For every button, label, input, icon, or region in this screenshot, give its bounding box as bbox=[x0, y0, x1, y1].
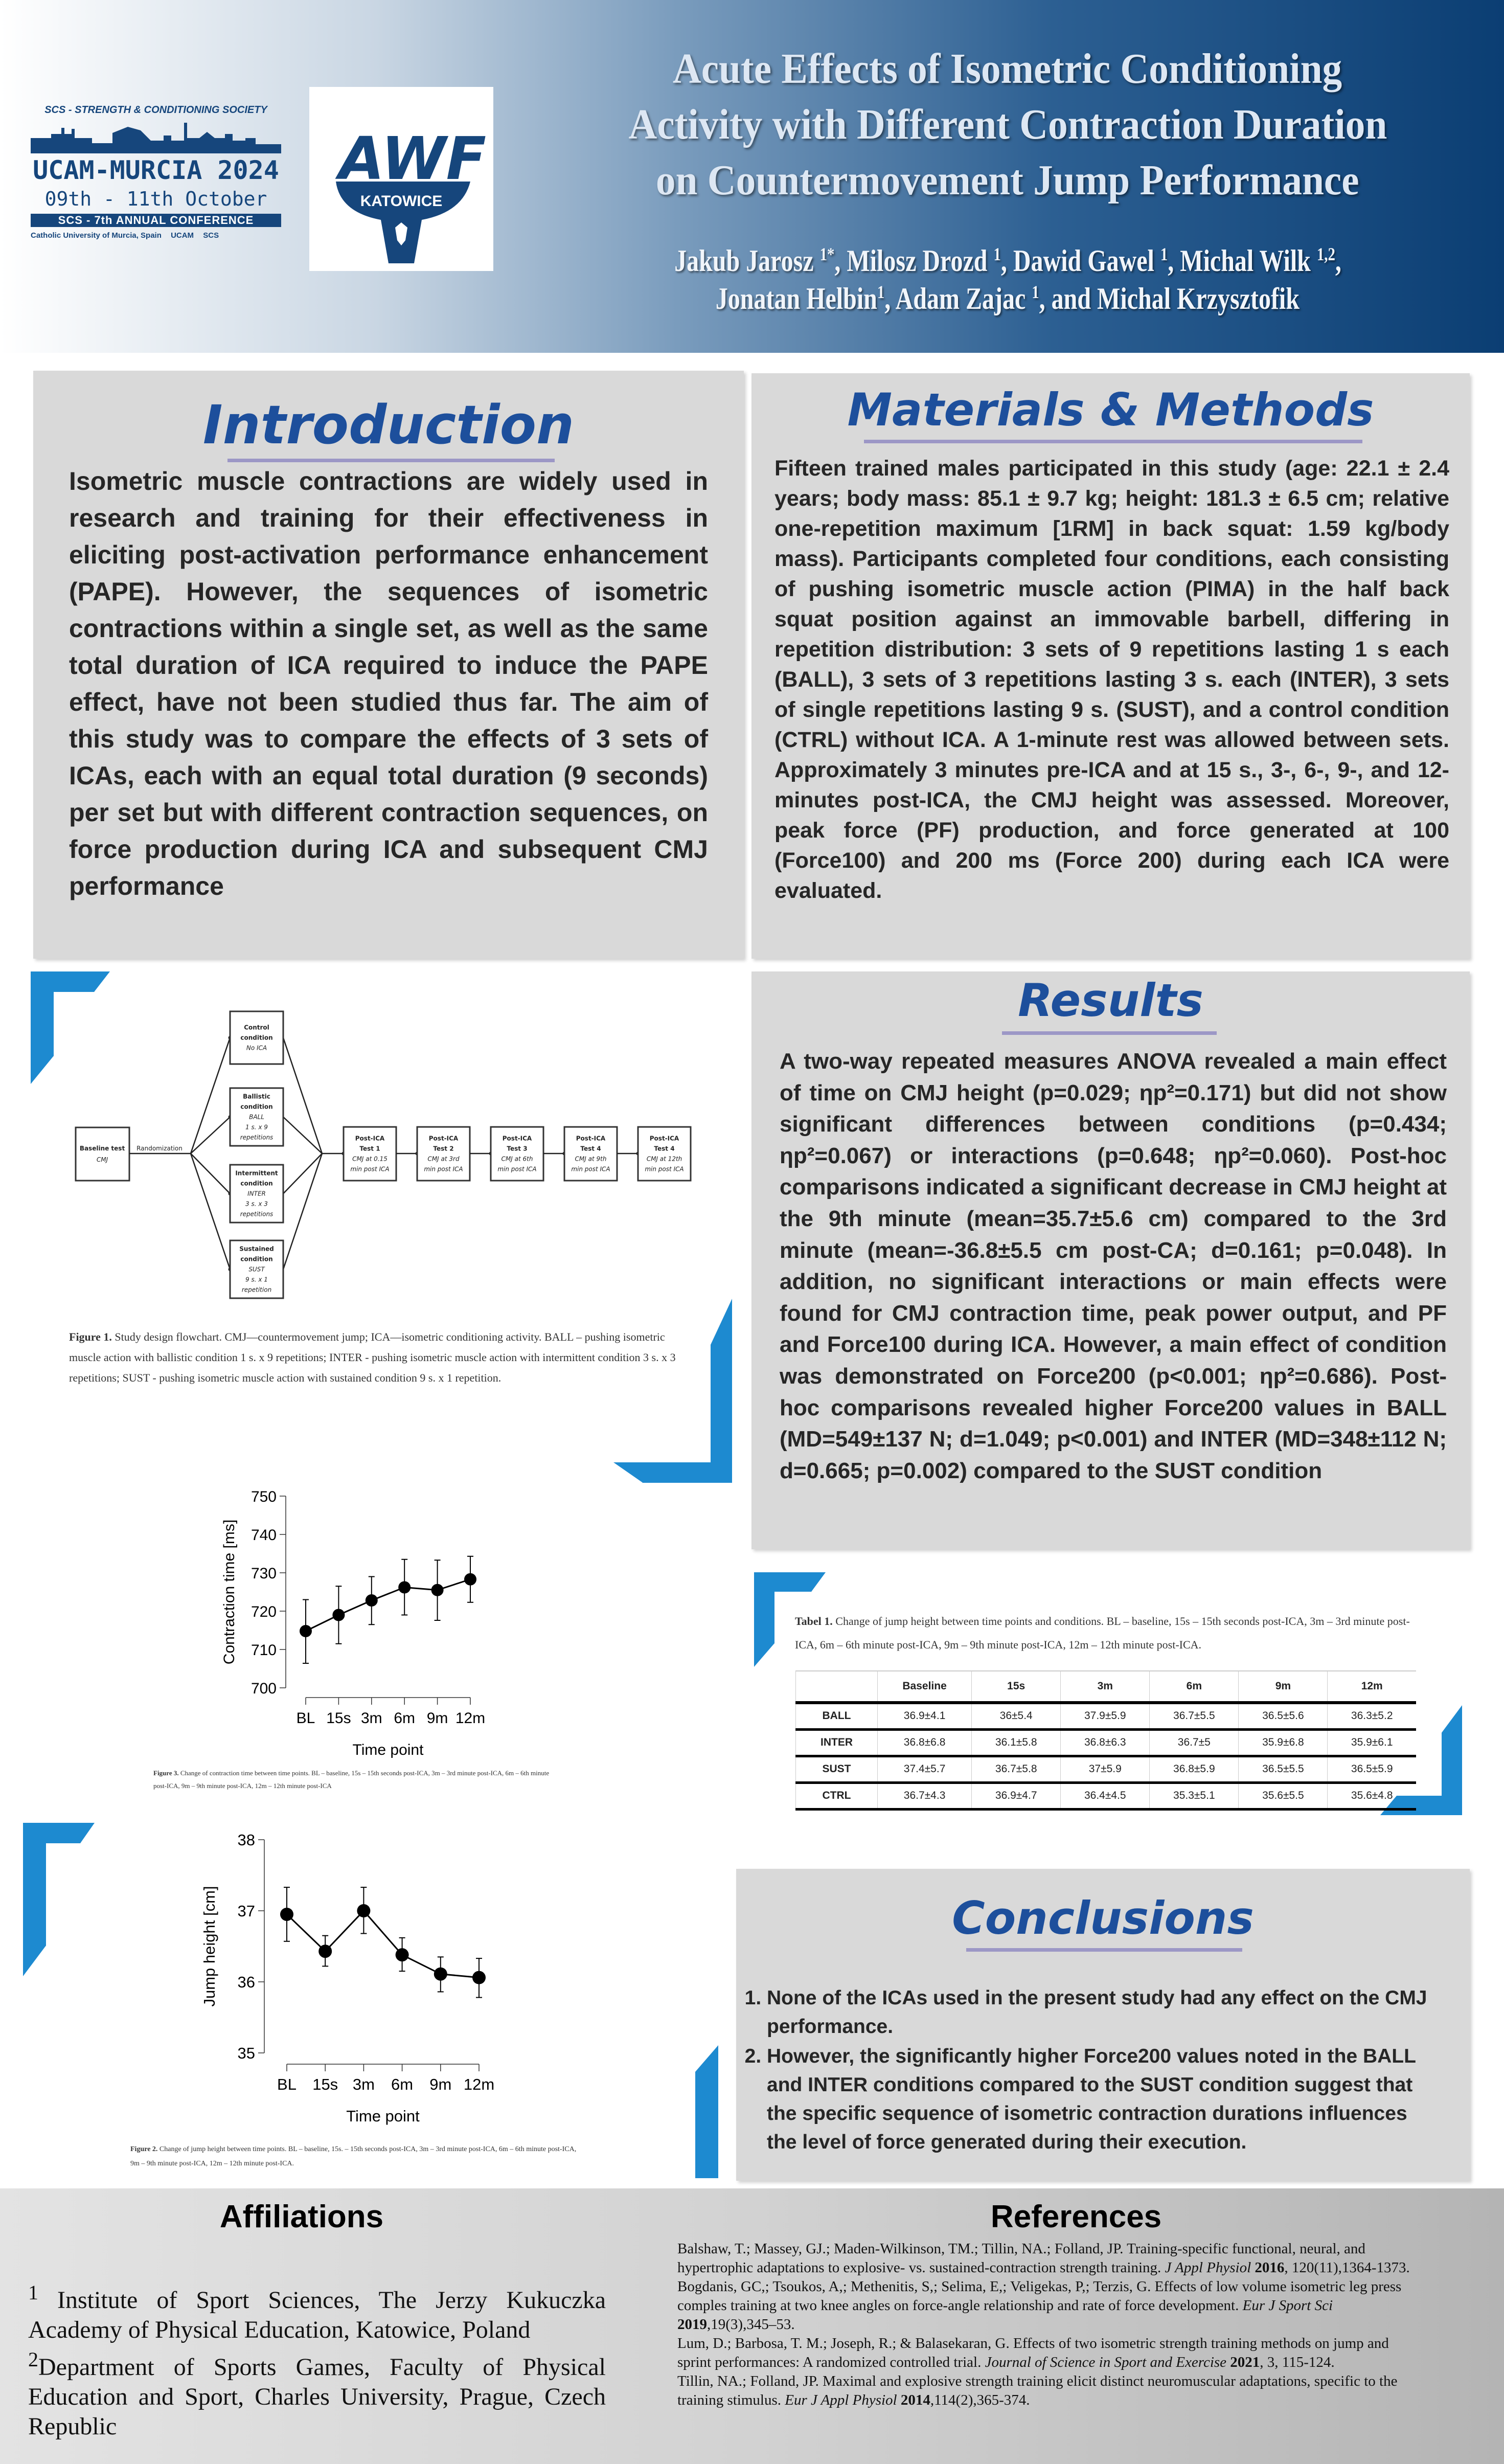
table-cell: 36.8±6.8 bbox=[878, 1729, 972, 1756]
data-point bbox=[396, 1948, 409, 1961]
table-cell: 35.3±5.1 bbox=[1150, 1782, 1239, 1809]
figure2-caption bbox=[130, 2142, 580, 2171]
flow-box-text: Intermittent bbox=[235, 1169, 278, 1177]
flow-box-text: Post-ICA bbox=[649, 1135, 679, 1142]
table-cell: 36.9±4.1 bbox=[878, 1703, 972, 1729]
y-tick-label: 35 bbox=[237, 2044, 255, 2062]
flow-box-text: Post-ICA bbox=[428, 1135, 459, 1142]
flow-box-text: min post ICA bbox=[645, 1165, 684, 1173]
affiliation-number: 2 bbox=[28, 2348, 38, 2371]
flow-box-text: Control bbox=[244, 1024, 269, 1031]
figure3-caption-text: Change of contraction time between time points. BL – baseline, 15s – 15th seconds post-ICA, 3m – 3rd minute post-ICA, 6m – 6th minute post-ICA, 9m – 9th minute post-ICA, 12m – 12th minute post-ICA bbox=[153, 1769, 550, 1790]
flow-box-text: Test 1 bbox=[359, 1145, 380, 1152]
conclusions-heading: Conclusions bbox=[952, 1892, 1254, 1945]
title-line: on Countermovement Jump Performance bbox=[656, 156, 1359, 204]
author-separator: , bbox=[1335, 244, 1341, 278]
x-tick-label: 15s bbox=[312, 2075, 338, 2093]
table-cell: 36.5±5.6 bbox=[1239, 1703, 1328, 1729]
conference-band: SCS - 7th ANNUAL CONFERENCE bbox=[31, 214, 281, 227]
table-cell: 37.9±5.9 bbox=[1061, 1703, 1150, 1729]
x-tick-label: BL bbox=[277, 2075, 297, 2093]
awf-city: KATOWICE bbox=[360, 193, 443, 210]
figure2-caption-text: Change of jump height between time points. BL – baseline, 15s. – 15th seconds post-ICA, 3m – 3rd minute post-ICA, 6m – 6th minute post-ICA, 9m – 9th minute post-ICA, 12m – 12th minute post-ICA. bbox=[130, 2145, 577, 2167]
table-cell: 36.7±4.3 bbox=[878, 1782, 972, 1809]
flow-box-text: Ballistic bbox=[243, 1093, 270, 1100]
flow-box-text: BALL bbox=[249, 1113, 264, 1121]
table-cell: 36.8±6.3 bbox=[1061, 1729, 1150, 1756]
flow-box-text: SUST bbox=[248, 1265, 265, 1273]
table-cell: 35.9±6.1 bbox=[1328, 1729, 1416, 1756]
references-list bbox=[677, 2240, 1419, 2410]
reference-year: 2016 bbox=[1251, 2259, 1285, 2276]
author-name: , and Michal Krzysztofik bbox=[1039, 282, 1300, 315]
flow-box-text: Post-ICA bbox=[355, 1135, 385, 1142]
author-name: Jakub Jarosz bbox=[674, 244, 820, 278]
conference-host: Catholic University of Murcia, Spain bbox=[31, 231, 162, 240]
affiliation-item bbox=[28, 2278, 606, 2345]
conference-logo-arc-text: SCS - STRENGTH & CONDITIONING SOCIETY bbox=[44, 104, 267, 116]
flow-box-text: CMJ bbox=[96, 1156, 108, 1163]
table1-caption bbox=[795, 1610, 1424, 1657]
reference-item bbox=[677, 2277, 1419, 2334]
reference-item bbox=[677, 2240, 1419, 2277]
flow-box-text: condition bbox=[240, 1180, 273, 1187]
figure3-caption-label: Figure 3. bbox=[153, 1769, 179, 1777]
reference-item bbox=[677, 2372, 1419, 2410]
table-cell: 37.4±5.7 bbox=[878, 1756, 972, 1782]
results-panel bbox=[751, 971, 1470, 1549]
table-cell: 35.9±6.8 bbox=[1239, 1729, 1328, 1756]
flow-box-text: CMJ at 6th bbox=[501, 1155, 533, 1163]
flow-box-text: Test 4 bbox=[580, 1145, 601, 1152]
y-tick-label: 720 bbox=[250, 1603, 277, 1620]
flow-box-text: Sustained bbox=[239, 1245, 274, 1253]
conclusion-item: 1. None of the ICAs used in the present study had any effect on the CMJ performance. bbox=[767, 1984, 1442, 2041]
table-cell: 36.5±5.9 bbox=[1328, 1756, 1416, 1782]
awf-letters: AWF bbox=[339, 125, 487, 193]
figure1-caption-text: Study design flowchart. CMJ—countermovement jump; ICA—isometric conditioning activity. BALL – pushing isometric muscle action with ballistic condition 1 s. x 9 repetitions; INTER - pushing isometric muscle action with intermittent condition 3 s. x 3 repetitions; SUST - pushing isometric muscle action with sustained condition 9 s. x 1 repetition. bbox=[69, 1330, 676, 1384]
x-axis-title: Time point bbox=[352, 1742, 424, 1758]
flow-box-text: min post ICA bbox=[350, 1165, 390, 1173]
table-row bbox=[796, 1756, 1417, 1782]
row-label: SUST bbox=[796, 1756, 878, 1782]
table-cell: 36.7±5.8 bbox=[972, 1756, 1061, 1782]
reference-journal: J Appl Physiol bbox=[1165, 2259, 1251, 2276]
authors-line-1-content bbox=[674, 235, 1341, 278]
data-point bbox=[318, 1945, 332, 1958]
scs-logo-text: SCS bbox=[203, 231, 219, 240]
authors-line-2-content bbox=[715, 273, 1300, 315]
reference-journal: Journal of Science in Sport and Exercise bbox=[985, 2354, 1227, 2370]
author-affiliation: 1,2 bbox=[1316, 244, 1335, 264]
introduction-heading: Introduction bbox=[202, 394, 575, 456]
author-name: , Adam Zajac bbox=[884, 282, 1032, 315]
flow-box-text: min post ICA bbox=[424, 1165, 463, 1173]
reference-volume: ,19(3),345–53. bbox=[707, 2316, 795, 2333]
data-point bbox=[357, 1904, 370, 1917]
flow-box-text: INTER bbox=[247, 1190, 266, 1197]
table-column-header: 15s bbox=[972, 1671, 1061, 1703]
flow-box-text: 9 s. x 1 bbox=[245, 1276, 268, 1283]
flow-box-text: min post ICA bbox=[571, 1165, 610, 1173]
jump-height-chart bbox=[0, 0, 613, 2183]
methods-panel bbox=[751, 373, 1470, 959]
table1-caption-text: Change of jump height between time points and conditions. BL – baseline, 15s – 15th seconds post-ICA, 3m – 3rd minute post-ICA, 6m – 6th minute post-ICA, 9m – 9th minute post-ICA, 12m – 12th minute post-ICA. bbox=[795, 1615, 1410, 1651]
table-column-header: 6m bbox=[1150, 1671, 1239, 1703]
table-cell: 36.7±5 bbox=[1150, 1729, 1239, 1756]
y-tick-label: 36 bbox=[237, 1973, 255, 1991]
table-cell: 36.1±5.8 bbox=[972, 1729, 1061, 1756]
flow-box-text: CMJ at 12th bbox=[646, 1155, 682, 1163]
affiliations-heading: Affiliations bbox=[219, 2199, 384, 2234]
row-label: BALL bbox=[796, 1703, 878, 1729]
heading-underline bbox=[1002, 1031, 1217, 1035]
conference-dates: 09th - 11th October bbox=[44, 188, 267, 210]
flow-box-text: CMJ at 9th bbox=[575, 1155, 607, 1163]
reference-year: 2014 bbox=[897, 2392, 930, 2408]
affiliation-number: 1 bbox=[28, 2281, 38, 2304]
table-cell: 36.3±5.2 bbox=[1328, 1703, 1416, 1729]
title-line: Acute Effects of Isometric Conditioning bbox=[673, 45, 1342, 93]
y-tick-label: 37 bbox=[237, 1902, 255, 1920]
author-affiliation: 1 bbox=[877, 282, 885, 302]
table-cell: 36.8±5.9 bbox=[1150, 1756, 1239, 1782]
results-heading: Results bbox=[1018, 974, 1203, 1027]
x-tick-label: 12m bbox=[463, 2075, 495, 2093]
row-label: INTER bbox=[796, 1729, 878, 1756]
jump-height-table bbox=[795, 1670, 1416, 1811]
data-point bbox=[472, 1971, 486, 1984]
table-header-row bbox=[796, 1671, 1417, 1703]
author-name: Jonatan Helbin bbox=[715, 282, 877, 315]
y-axis-title: Contraction time [ms] bbox=[221, 1519, 238, 1665]
affiliation-text: Institute of Sport Sciences, The Jerzy Kukuczka Academy of Physical Education, Katowice, Poland bbox=[28, 2287, 606, 2343]
x-tick-label: 3m bbox=[352, 2075, 375, 2093]
author-affiliation: 1 bbox=[993, 244, 1001, 264]
ucam-logo-text: UCAM bbox=[171, 231, 194, 240]
affiliation-item bbox=[28, 2345, 606, 2442]
reference-volume: , 120(11),1364-1373. bbox=[1284, 2259, 1410, 2276]
table-cell: 35.6±4.8 bbox=[1328, 1782, 1416, 1809]
flow-box-text: CMJ at 3rd bbox=[427, 1155, 460, 1163]
x-tick-label: 9m bbox=[426, 1710, 448, 1727]
flow-box-text: min post ICA bbox=[497, 1165, 537, 1173]
table-cell: 35.6±5.5 bbox=[1239, 1782, 1328, 1809]
author-name: , Dawid Gawel bbox=[1000, 244, 1160, 278]
reference-text: Balshaw, T.; Massey, GJ.; Maden-Wilkinson, TM.; Tillin, NA.; Folland, JP. Training-specific functional, neural, and hypertrophic adaptations to explosive- vs. sustained-contraction strength training. bbox=[677, 2241, 1365, 2276]
flow-box-text: Post-ICA bbox=[576, 1135, 606, 1142]
conclusion-item: 2. However, the significantly higher Force200 values noted in the BALL and INTER conditions compared to the SUST condition suggest that the specific sequence of isometric contraction durations influences the level of force generated during their execution. bbox=[767, 2042, 1442, 2157]
introduction-text: Isometric muscle contractions are widely used in research and training for their effectiveness in eliciting post-activation performance enhancement (PAPE). However, the sequences of isometric contractions within a single set, as well as the same total duration of ICA required to induce the PAPE effect, have not been studied thus far. The aim of this study was to compare the effects of 3 sets of ICAs, each with an equal total duration (9 seconds) per set but with different contraction sequences, on force production during ICA and subsequent CMJ performance bbox=[69, 467, 708, 900]
table-column-header: 12m bbox=[1328, 1671, 1416, 1703]
flow-box-text: CMJ at 0.15 bbox=[352, 1155, 388, 1163]
heading-underline bbox=[864, 440, 1362, 443]
table-row bbox=[796, 1782, 1417, 1809]
x-tick-label: 15s bbox=[326, 1710, 351, 1727]
flow-box-text: repetitions bbox=[240, 1134, 274, 1141]
heading-underline bbox=[966, 1948, 1242, 1952]
conclusions-panel bbox=[736, 1869, 1470, 2181]
table-column-header: 3m bbox=[1061, 1671, 1150, 1703]
data-line bbox=[287, 1911, 479, 1978]
decorative-bracket bbox=[695, 2045, 718, 2178]
table1-caption-label: Tabel 1. bbox=[795, 1615, 833, 1627]
reference-journal: Eur J Sport Sci bbox=[1242, 2297, 1333, 2314]
flow-box-text: condition bbox=[240, 1034, 273, 1042]
references-heading: References bbox=[990, 2199, 1162, 2234]
reference-text: Bogdanis, GC,; Tsoukos, A,; Methenitis, S,; Selima, E,; Veligekas, P,; Terzis, G. Effects of low volume isometric leg press comples training at two knee angles on force-angle relationship and rate of force development. bbox=[677, 2278, 1402, 2314]
reference-journal: Eur J Appl Physiol bbox=[785, 2392, 897, 2408]
flow-box-text: 1 s. x 9 bbox=[245, 1123, 268, 1131]
decorative-bracket bbox=[754, 1572, 774, 1667]
data-point bbox=[434, 1968, 447, 1981]
reference-year: 2019 bbox=[677, 2316, 707, 2333]
x-tick-label: 3m bbox=[360, 1710, 382, 1727]
conclusions-list bbox=[746, 1984, 1442, 2157]
y-tick-label: 38 bbox=[237, 1831, 255, 1849]
y-tick-label: 750 bbox=[250, 1488, 277, 1505]
conference-event: UCAM-MURCIA 2024 bbox=[33, 155, 279, 185]
flow-box-text: Test 2 bbox=[433, 1145, 454, 1152]
affiliations-list bbox=[28, 2278, 606, 2442]
y-tick-label: 730 bbox=[250, 1565, 277, 1582]
author-name: , Milosz Drozd bbox=[834, 244, 993, 278]
title-line: Activity with Different Contraction Duration bbox=[628, 101, 1387, 148]
flow-box-text: Post-ICA bbox=[502, 1135, 532, 1142]
x-tick-label: BL bbox=[296, 1710, 315, 1727]
flow-box-text: 3 s. x 3 bbox=[245, 1200, 268, 1208]
table-column-header: Baseline bbox=[878, 1671, 972, 1703]
x-tick-label: 6m bbox=[394, 1710, 416, 1727]
flow-box-text: Test 4 bbox=[654, 1145, 675, 1152]
table-row bbox=[796, 1729, 1417, 1756]
reference-text: Tillin, NA.; Folland, JP. Maximal and explosive strength training elicit distinct neuromuscular adaptations, specific to the training stimulus. bbox=[677, 2373, 1398, 2408]
figure1-caption-label: Figure 1. bbox=[69, 1330, 112, 1343]
y-tick-label: 700 bbox=[250, 1680, 277, 1697]
y-tick-label: 710 bbox=[250, 1642, 277, 1659]
flow-box-text: repetitions bbox=[240, 1210, 274, 1218]
flow-box-text: Baseline test bbox=[79, 1145, 125, 1152]
reference-year: 2021 bbox=[1226, 2354, 1260, 2370]
table-cell: 36.5±5.5 bbox=[1239, 1756, 1328, 1782]
table-column-header bbox=[796, 1671, 878, 1703]
reference-item bbox=[677, 2334, 1419, 2372]
author-name: , Michal Wilk bbox=[1167, 244, 1317, 278]
data-point bbox=[280, 1908, 293, 1921]
methods-heading: Materials & Methods bbox=[847, 383, 1374, 436]
y-tick-label: 740 bbox=[250, 1527, 277, 1544]
table-cell: 36.4±4.5 bbox=[1061, 1782, 1150, 1809]
x-tick-label: 6m bbox=[391, 2075, 414, 2093]
flow-box-text: No ICA bbox=[246, 1044, 267, 1052]
reference-text: Lum, D.; Barbosa, T. M.; Joseph, R.; & Balasekaran, G. Effects of two isometric strength training methods on jump and sprint performances: A randomized controlled trial. bbox=[677, 2335, 1389, 2370]
author-affiliation: 1* bbox=[819, 244, 834, 264]
author-affiliation: 1 bbox=[1032, 282, 1039, 302]
figure2-caption-label: Figure 2. bbox=[130, 2145, 158, 2153]
randomization-label: Randomization bbox=[136, 1145, 183, 1152]
table-cell: 37±5.9 bbox=[1061, 1756, 1150, 1782]
x-tick-label: 9m bbox=[429, 2075, 452, 2093]
y-axis-title: Jump height [cm] bbox=[200, 1886, 218, 2007]
table-cell: 36±5.4 bbox=[972, 1703, 1061, 1729]
reference-volume: , 3, 115-124. bbox=[1260, 2354, 1335, 2370]
methods-text: Fifteen trained males participated in this study (age: 22.1 ± 2.4 years; body mass: 85.1 ± 9.7 kg; height: 181.3 ± 6.5 cm; relative one-repetition maximum [1RM] in back squat: 1.59 kg/body mass). Participants completed four conditions, each consisting of pushing isometric muscle action (PIMA) in the half back squat position against an immovable barbell, differing in repetition distribution: 3 sets of 9 repetitions lasting 1 s each (BALL), 3 sets of 3 repetitions lasting 3 s. each (INTER), 3 sets of single repetitions lasting 9 s. (SUST), and a control condition (CTRL) without ICA. A 1-minute rest was allowed between sets. Approximately 3 minutes pre-ICA and at 15 s., 3-, 6-, 9-, and 12-minutes post-ICA, the CMJ height was assessed. Moreover, peak force (PF) production, and force generated at 100 (Force100) and 200 ms (Force 200) during each ICA were evaluated. bbox=[774, 456, 1449, 903]
flow-box-text: Test 3 bbox=[507, 1145, 528, 1152]
x-tick-label: 12m bbox=[455, 1710, 486, 1727]
affiliation-text: Department of Sports Games, Faculty of Physical Education and Sport, Charles University, Prague, Czech Republic bbox=[28, 2354, 606, 2440]
table-cell: 36.9±4.7 bbox=[972, 1782, 1061, 1809]
row-label: CTRL bbox=[796, 1782, 878, 1809]
table-row bbox=[796, 1703, 1417, 1729]
results-text: A two-way repeated measures ANOVA revealed a main effect of time on CMJ height (p=0.029; ηp²=0.171) but did not show significant differences between conditions (p=0.434; ηp²=0.067) or interactions (p=0.648; ηp²=0.060). Post-hoc comparisons indicated a significant decrease in CMJ height at the 9th minute (mean=35.7±5.6 cm) compared to the 3rd minute (mean=-36.8±5.5 cm post-CA; d=0.161; p=0.048). In addition, no significant interactions or main effects were found for CMJ contraction time, peak power output, and PF and Force100 during ICA. However, a main effect of condition was demonstrated on Force200 (p<0.001; ηp²=0.686). Post-hoc comparisons revealed higher Force200 values in BALL (MD=549±137 N; d=1.049; p<0.001) and INTER (MD=348±112 N; d=0.665; p=0.002) compared to the SUST condition bbox=[780, 1049, 1447, 1483]
flow-box-text: condition bbox=[240, 1255, 273, 1263]
x-axis-title: Time point bbox=[346, 2107, 420, 2125]
table-column-header: 9m bbox=[1239, 1671, 1328, 1703]
flow-box-text: repetition bbox=[241, 1286, 272, 1294]
flow-box-text: condition bbox=[240, 1103, 273, 1111]
table-cell: 36.7±5.5 bbox=[1150, 1703, 1239, 1729]
reference-volume: ,114(2),365-374. bbox=[930, 2392, 1030, 2408]
author-affiliation: 1 bbox=[1160, 244, 1168, 264]
